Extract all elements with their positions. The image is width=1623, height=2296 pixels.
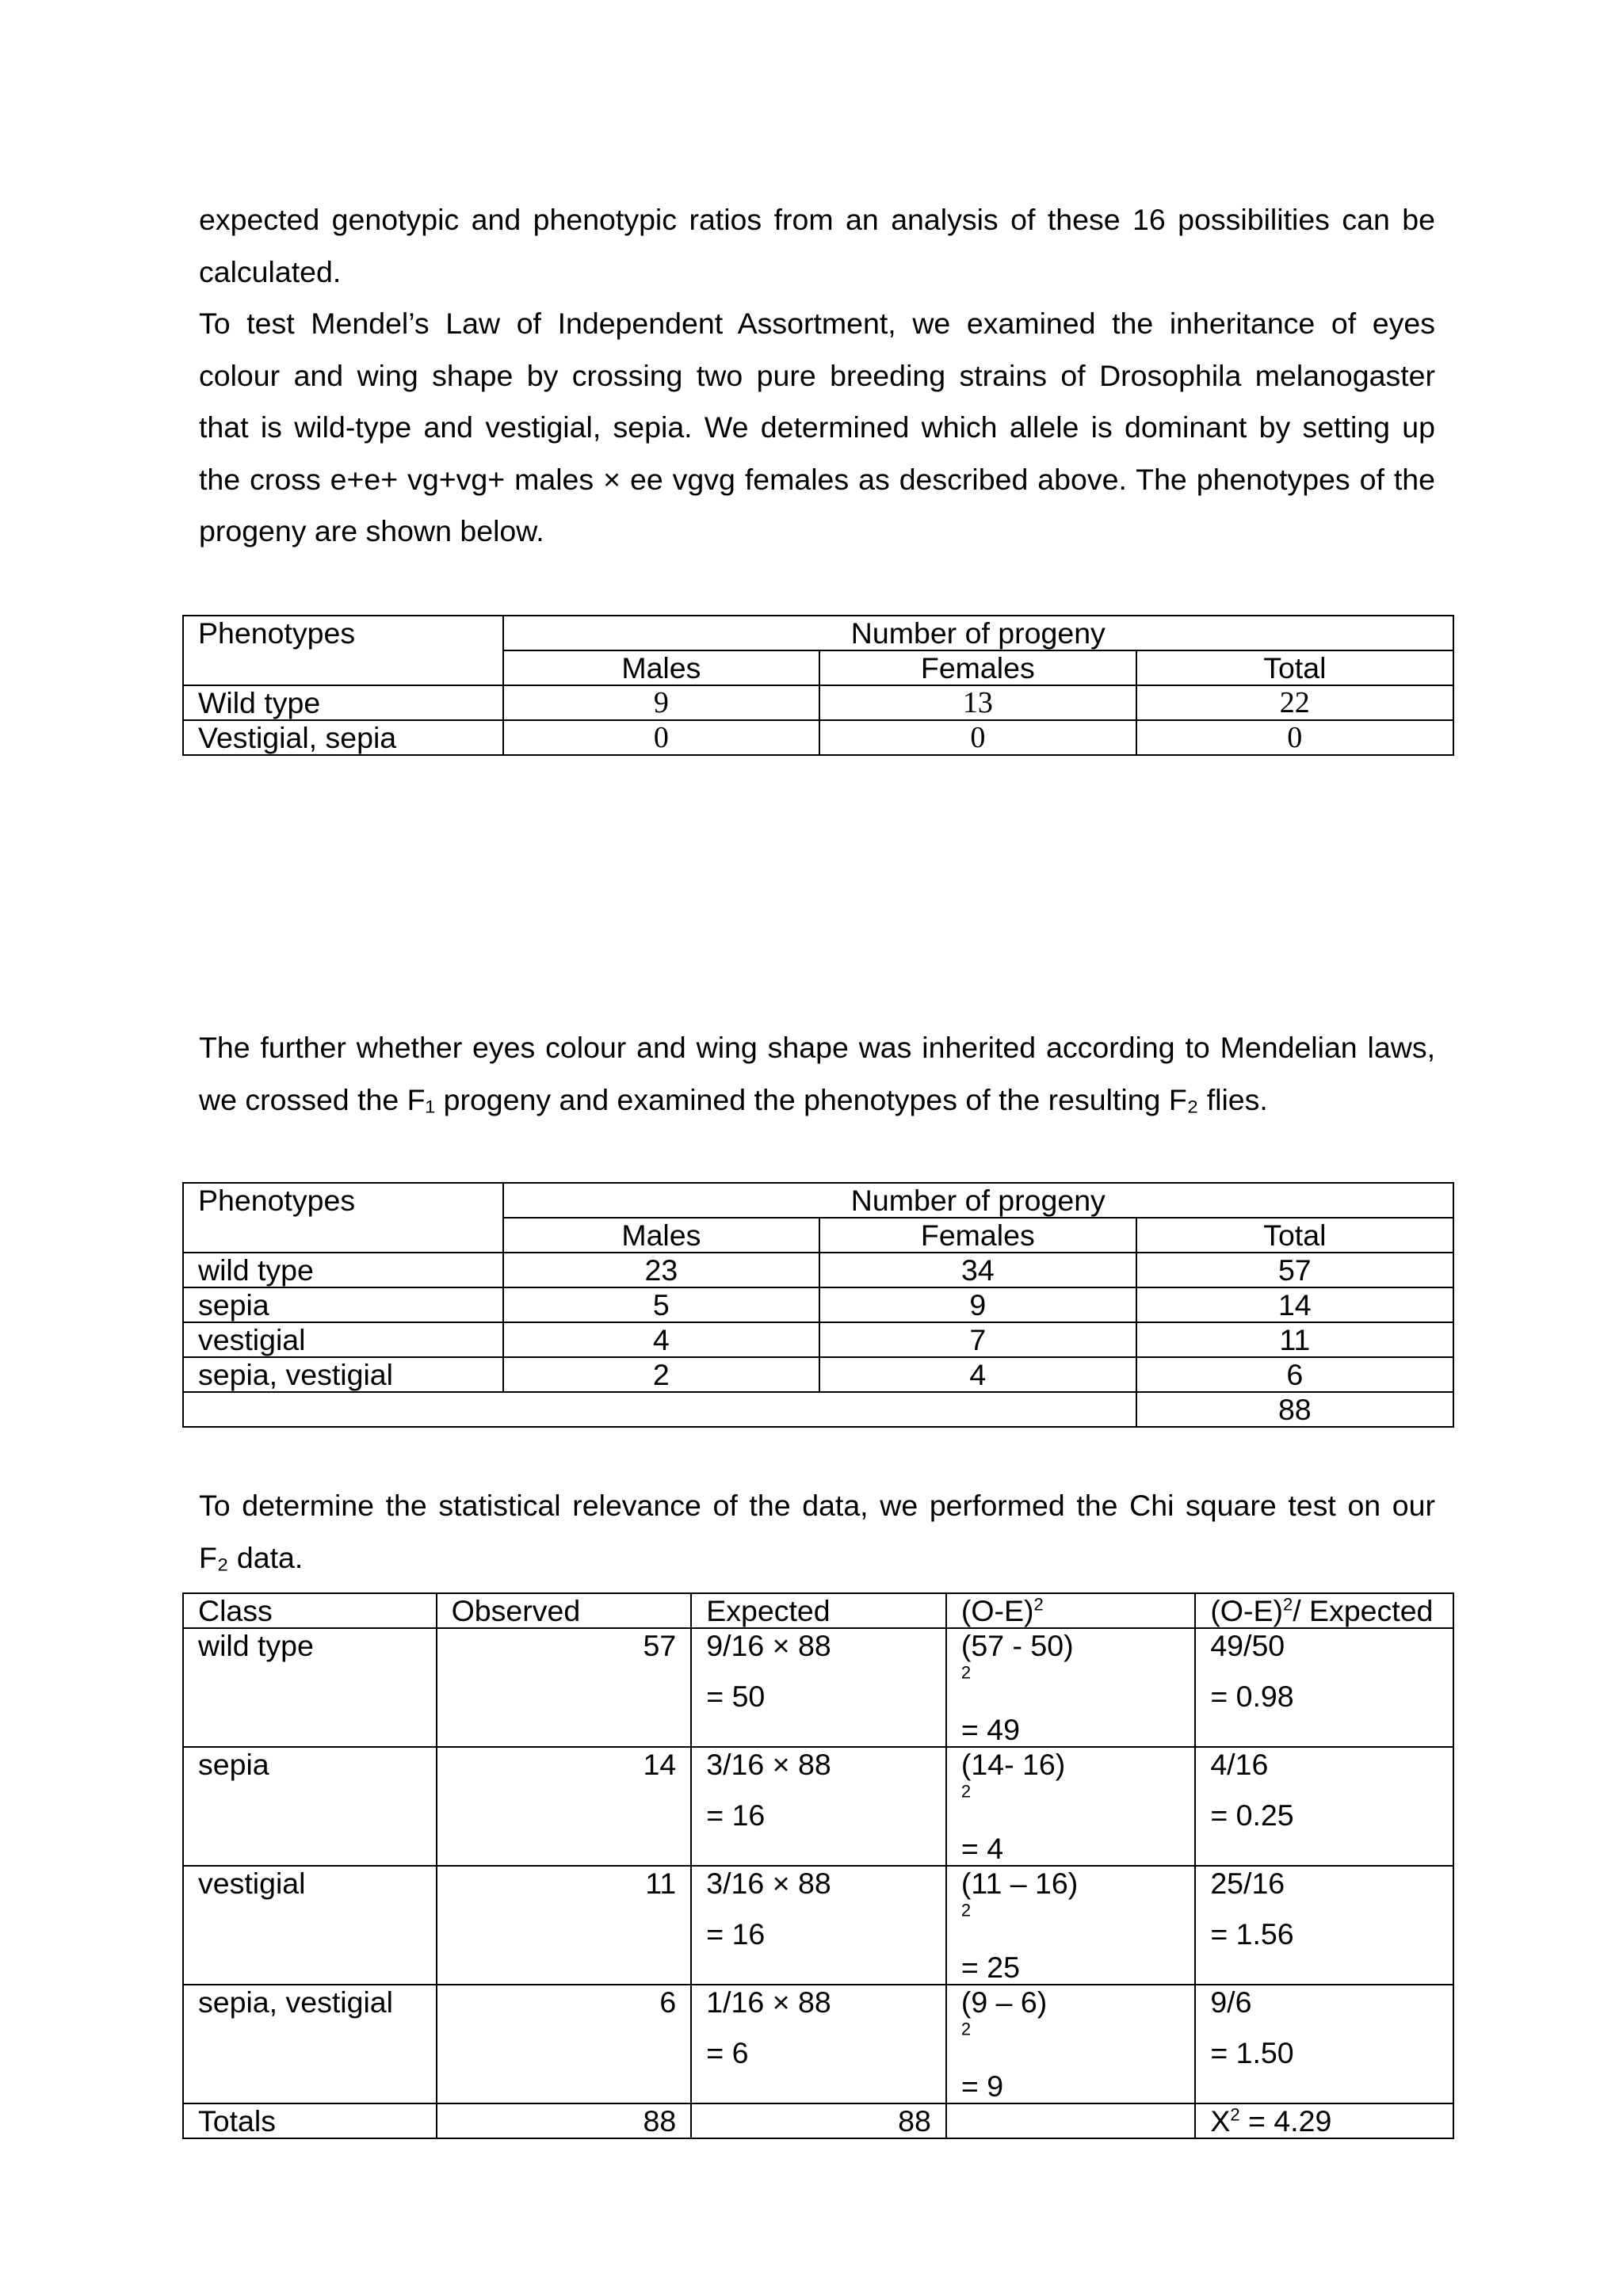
header-expected: Expected [691, 1593, 946, 1628]
cell-grand-total: 88 [1136, 1392, 1453, 1427]
cell-expected: 3/16 × 88 = 16 [691, 1747, 946, 1866]
cell-chi-component: 4/16 = 0.25 [1195, 1747, 1453, 1866]
text-line: progeny are shown below. [199, 514, 544, 547]
table-row [183, 1357, 1453, 1392]
cell-total: 14 [1136, 1287, 1453, 1322]
header-oe-squared-over-expected: $(O-E)^2/$ Expected [1195, 1593, 1453, 1628]
cell-class: sepia, vestigial [183, 1985, 437, 2103]
row-label: sepia [183, 1287, 503, 1322]
header-phenotypes: Phenotypes [183, 1183, 503, 1253]
text-line: colour and wing shape by crossing two pure breeding strains of Drosophila melanogaster [199, 358, 1435, 392]
header-class: Class [183, 1593, 437, 1628]
table-row [183, 1628, 1453, 1747]
col-total: Total [1136, 1218, 1453, 1253]
row-label: Wild type [183, 685, 503, 720]
cell-total-observed: 88 [437, 2103, 692, 2138]
f2-progeny-table [182, 1182, 1454, 1428]
cell-chi-square-total: $X^2 = 4.29$ [1195, 2103, 1453, 2138]
cell-total: 0 [1136, 720, 1453, 755]
cell-oe-squared: (14- 16) $^2$ = 4 [946, 1747, 1195, 1866]
cell-total-expected: 88 [691, 2103, 946, 2138]
table-row [183, 1866, 1453, 1985]
col-females: Females [819, 650, 1136, 685]
cell-chi-component: 9/6 = 1.50 [1195, 1985, 1453, 2103]
text-line: calculated. [199, 254, 342, 288]
totals-row [183, 2103, 1453, 2138]
empty-cell [946, 2103, 1195, 2138]
table-row-grand-total [183, 1392, 1453, 1427]
cell-males: 4 [503, 1322, 819, 1357]
cell-totals-label: Totals [183, 2103, 437, 2138]
cell-females: 9 [819, 1287, 1136, 1322]
cell-class: sepia [183, 1747, 437, 1866]
table-row [183, 685, 1453, 720]
cell-females: 0 [819, 720, 1136, 755]
col-males: Males [503, 650, 819, 685]
cell-observed: 6 [437, 1985, 692, 2103]
table-row [183, 1287, 1453, 1322]
chi-square-table [182, 1592, 1454, 2139]
cell-expected: 1/16 × 88 = 6 [691, 1985, 946, 2103]
cell-chi-component: 49/50 = 0.98 [1195, 1628, 1453, 1747]
table-row [183, 720, 1453, 755]
paragraph-intro-end [199, 194, 1435, 298]
cell-males: 0 [503, 720, 819, 755]
cell-females: 34 [819, 1253, 1136, 1287]
header-number-of-progeny: Number of progeny [503, 1183, 1453, 1218]
header-observed: Observed [437, 1593, 692, 1628]
table-row [183, 1985, 1453, 2103]
cell-females: 13 [819, 685, 1136, 720]
cell-class: wild type [183, 1628, 437, 1747]
paragraph-chi-square [199, 1480, 1435, 1584]
cell-observed: 11 [437, 1866, 692, 1985]
cell-observed: 14 [437, 1747, 692, 1866]
row-label: wild type [183, 1253, 503, 1287]
cell-males: 5 [503, 1287, 819, 1322]
text-line: the cross e+e+ vg+vg+ males × ee vgvg females as described above. The phenotypes of the [199, 462, 1435, 496]
row-label: sepia, vestigial [183, 1357, 503, 1392]
header-phenotypes: Phenotypes [183, 616, 503, 685]
table-row [183, 1253, 1453, 1287]
cell-total: 11 [1136, 1322, 1453, 1357]
text-line: we crossed the F₁ progeny and examined the phenotypes of the resulting F₂ flies. [199, 1082, 1268, 1116]
cell-males: 23 [503, 1253, 819, 1287]
paragraph-f2-cross [199, 1022, 1435, 1126]
row-label: vestigial [183, 1322, 503, 1357]
cell-total: 6 [1136, 1357, 1453, 1392]
text-line: The further whether eyes colour and wing shape was inherited according to Mendelian laws, [199, 1031, 1435, 1064]
cell-total: 57 [1136, 1253, 1453, 1287]
cell-males: 2 [503, 1357, 819, 1392]
text-line: F₂ data. [199, 1540, 304, 1574]
cell-females: 7 [819, 1322, 1136, 1357]
cell-males: 9 [503, 685, 819, 720]
cell-oe-squared: (11 – 16) $^2$ = 25 [946, 1866, 1195, 1985]
cell-expected: 9/16 × 88 = 50 [691, 1628, 946, 1747]
cell-total: 22 [1136, 685, 1453, 720]
text-line: To determine the statistical relevance of the data, we performed the Chi square test on our [199, 1489, 1435, 1522]
cell-chi-component: 25/16 = 1.56 [1195, 1866, 1453, 1985]
cell-females: 4 [819, 1357, 1136, 1392]
paragraph-mendel-test [199, 298, 1435, 558]
cell-oe-squared: (9 – 6) $^2$ = 9 [946, 1985, 1195, 2103]
table-row [183, 1747, 1453, 1866]
header-row [183, 1593, 1453, 1628]
col-males: Males [503, 1218, 819, 1253]
col-total: Total [1136, 650, 1453, 685]
cell-class: vestigial [183, 1866, 437, 1985]
table-row [183, 1322, 1453, 1357]
cell-expected: 3/16 × 88 = 16 [691, 1866, 946, 1985]
header-oe-squared: $(O-E)^2$ [946, 1593, 1195, 1628]
text-line: To test Mendel’s Law of Independent Assortment, we examined the inheritance of eyes [199, 307, 1435, 340]
header-number-of-progeny: Number of progeny [503, 616, 1453, 650]
text-line: that is wild-type and vestigial, sepia. We determined which allele is dominant by setting up [199, 410, 1435, 444]
row-label: Vestigial, sepia [183, 720, 503, 755]
cell-oe-squared: (57 - 50) $^2$ = 49 [946, 1628, 1195, 1747]
text-line: expected genotypic and phenotypic ratios from an analysis of these 16 possibilities can be [199, 203, 1435, 236]
f1-progeny-table [182, 615, 1454, 756]
cell-observed: 57 [437, 1628, 692, 1747]
col-females: Females [819, 1218, 1136, 1253]
empty-cell [183, 1392, 1136, 1427]
